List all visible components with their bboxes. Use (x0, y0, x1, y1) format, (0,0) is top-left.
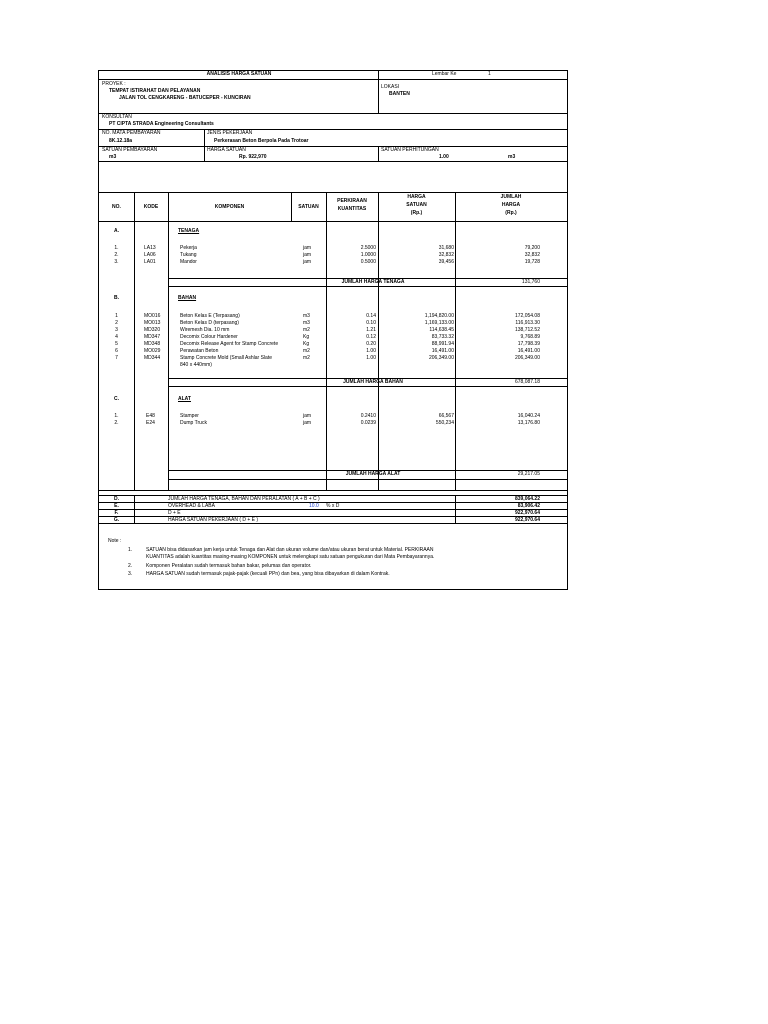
notes-title: Note : (108, 538, 122, 544)
section-title: BAHAN (178, 295, 197, 301)
row-code: E24 (146, 420, 155, 426)
summary-label: OVERHEAD & LABA (168, 503, 215, 509)
row-no: 3 (115, 327, 118, 333)
row-component: Decomix Colour Hardener (180, 334, 238, 340)
row-price: 39,456 (438, 259, 454, 265)
row-component: Perawatan Beton (180, 348, 219, 354)
divider (378, 71, 379, 113)
summary-letter: D. (114, 496, 119, 502)
row-total: 16,491.00 (517, 348, 540, 354)
work-type-label: JENIS PEKERJAAN (207, 130, 253, 136)
row-no: 2. (114, 252, 119, 258)
row-total: 16,040.24 (517, 413, 540, 419)
col-header-code: KODE (143, 204, 159, 210)
note-text: KUANTITAS adalah kuantitas masing-masing KOMPONEN untuk melengkapi satu satuan pengukuran dari Mata Pembayarannya. (146, 554, 435, 560)
section-total-value: 29,217.05 (517, 471, 540, 477)
row-unit: m2 (303, 327, 310, 333)
divider (134, 192, 135, 490)
divider (99, 146, 567, 147)
col-header-total-2: HARGA (501, 202, 521, 208)
row-unit: Kg (303, 334, 310, 340)
row-code: LA06 (144, 252, 156, 258)
row-qty: 0.14 (366, 313, 376, 319)
row-unit: jam (303, 259, 312, 265)
row-qty: 2.5000 (360, 245, 376, 251)
unit-price-label: HARGA SATUAN (207, 147, 246, 153)
row-qty: 0.5000 (360, 259, 376, 265)
row-price: 206,349.00 (428, 355, 454, 361)
summary-value: 922,970.64 (514, 517, 540, 523)
row-total: 206,349.00 (514, 355, 540, 361)
cost-analysis-sheet (98, 70, 568, 590)
row-unit: jam (303, 245, 312, 251)
divider (168, 286, 567, 287)
row-total: 116,913.30 (515, 320, 540, 326)
divider (378, 146, 379, 161)
row-no: 7 (115, 355, 118, 361)
row-total: 13,176.80 (517, 420, 540, 426)
note-text: Komponen Peralatan sudah termasuk bahan bakar, pelumas dan operator. (146, 563, 312, 569)
calc-unit-qty: 1.00 (439, 154, 449, 160)
note-text: HARGA SATUAN sudah termasuk pajak-pajak (kecuali PPn) dan bea, yang bisa dibayarkan di dalam Kontrak. (146, 571, 390, 577)
row-component: Decomix Release Agent for Stamp Concrete (180, 341, 279, 347)
divider (168, 386, 567, 387)
row-qty: 0.20 (366, 341, 376, 347)
note-text: SATUAN bisa didasarkan jam kerja untuk Tenaga dan Alat dan ukuran volume dan/atau ukuran berat untuk Material. PERKIRAAN (146, 547, 434, 553)
summary-value: 83,906.42 (517, 503, 540, 509)
divider (99, 221, 567, 222)
row-code: LA13 (144, 245, 156, 251)
col-header-price-1: HARGA (407, 194, 426, 200)
row-code: MO016 (144, 313, 161, 319)
section-letter: A. (114, 228, 119, 234)
divider (99, 161, 567, 162)
note-number: 2. (128, 563, 133, 569)
row-qty: 0.0239 (360, 420, 376, 426)
consultant-label: KONSULTAN (102, 114, 132, 120)
overhead-percent: 10.0 (309, 503, 319, 509)
col-header-total-1: JUMLAH (500, 194, 522, 200)
col-header-qty-2: KUANTITAS (337, 206, 367, 212)
row-code: MD347 (144, 334, 161, 340)
summary-label: HARGA SATUAN PEKERJAAN ( D + E ) (168, 517, 259, 523)
row-no: 5 (115, 341, 118, 347)
row-no: 2 (115, 320, 118, 326)
summary-letter: G. (113, 517, 120, 523)
divider (99, 523, 567, 524)
payment-number-value: 8K.12.18a (109, 138, 133, 144)
row-component: Mandor (180, 259, 197, 265)
location-value: BANTEN (389, 91, 410, 97)
row-code: MD344 (144, 355, 161, 361)
row-qty: 1.00 (366, 355, 376, 361)
row-total: 79,200 (524, 245, 540, 251)
row-unit: m2 (303, 355, 310, 361)
row-qty: 0.10 (366, 320, 376, 326)
row-no: 1. (114, 245, 119, 251)
row-unit: jam (303, 420, 312, 426)
row-price: 88,991.94 (431, 341, 454, 347)
divider (168, 192, 169, 490)
row-component: Beton Kelas E (Terpasang) (180, 313, 240, 319)
summary-label: D + E (168, 510, 181, 516)
section-title: ALAT (178, 396, 191, 402)
row-unit: jam (303, 252, 312, 258)
row-component: Stamp Concrete Mold (Small Ashlar Slate (180, 355, 272, 361)
divider (99, 79, 567, 80)
project-label: PROYEK : (102, 81, 126, 87)
row-unit: Kg (303, 341, 310, 347)
row-total: 138,712.52 (514, 327, 540, 333)
col-header-unit: SATUAN (298, 204, 319, 210)
row-code: MD348 (144, 341, 161, 347)
payment-unit-value: m3 (109, 154, 117, 160)
overhead-suffix: % x D (326, 503, 340, 509)
divider (99, 490, 567, 491)
row-total: 172,054.08 (514, 313, 540, 319)
row-code: MO029 (144, 348, 161, 354)
row-total: 19,728 (524, 259, 540, 265)
row-qty: 0.12 (366, 334, 376, 340)
row-price: 1,169,133.00 (424, 320, 454, 326)
section-letter: C. (114, 396, 119, 402)
sheet-title: ANALISIS HARGA SATUAN (206, 71, 272, 77)
row-qty: 1.21 (366, 327, 376, 333)
calc-unit-unit: m3 (508, 154, 516, 160)
row-component-cont: 840 x 440mm) (180, 362, 212, 368)
row-no: 1. (114, 413, 119, 419)
row-no: 4 (115, 334, 118, 340)
project-line-1: TEMPAT ISTIRAHAT DAN PELAYANAN (109, 88, 201, 94)
row-unit: m2 (303, 348, 310, 354)
row-component: Tukang (180, 252, 197, 258)
summary-letter: E. (114, 503, 119, 509)
sheet-number-value: 1 (488, 71, 491, 77)
summary-value: 839,064.22 (514, 496, 540, 502)
section-total-value: 678,087.18 (514, 379, 540, 385)
row-unit: m3 (303, 313, 310, 319)
row-price: 31,680 (438, 245, 454, 251)
row-code: LA01 (144, 259, 156, 265)
col-header-no: NO. (112, 204, 121, 210)
row-qty: 0.2410 (360, 413, 376, 419)
row-price: 1,194,820.00 (424, 313, 454, 319)
row-qty: 1.00 (366, 348, 376, 354)
row-unit: m3 (303, 320, 310, 326)
row-unit: jam (303, 413, 312, 419)
row-total: 17,798.39 (517, 341, 540, 347)
row-component: Dump Truck (180, 420, 207, 426)
summary-letter: F. (114, 510, 119, 516)
row-price: 32,832 (438, 252, 454, 258)
row-price: 16,491.00 (431, 348, 454, 354)
row-price: 83,733.32 (431, 334, 454, 340)
row-no: 6 (115, 348, 118, 354)
row-no: 3. (114, 259, 119, 265)
col-header-component: KOMPONEN (214, 204, 245, 210)
divider (204, 129, 205, 161)
section-letter: B. (114, 295, 119, 301)
calc-unit-label: SATUAN PERHITUNGAN (381, 147, 439, 153)
row-total: 9,768.89 (520, 334, 540, 340)
section-title: TENAGA (178, 228, 200, 234)
divider (99, 192, 567, 193)
col-header-total-3: (Rp.) (505, 210, 517, 216)
row-component: Wiremesh Dia. 10 mm (180, 327, 230, 333)
section-total-label: JUMLAH HARGA ALAT (345, 471, 401, 477)
col-header-price-2: SATUAN (406, 202, 427, 208)
row-component: Pekerja (180, 245, 197, 251)
payment-number-label: NO. MATA PEMBAYARAN (102, 130, 161, 136)
summary-label: JUMLAH HARGA TENAGA, BAHAN DAN PERALATAN ( A + B + C ) (168, 496, 320, 502)
work-type-value: Perkerasan Beton Berpola Pada Trotoar (214, 138, 309, 144)
summary-value: 922,970.64 (514, 510, 540, 516)
note-number: 1. (128, 547, 133, 553)
section-total-label: JUMLAH HARGA BAHAN (343, 379, 403, 385)
row-code: MD320 (144, 327, 161, 333)
location-label: LOKASI (381, 84, 400, 90)
row-code: MO013 (144, 320, 161, 326)
row-no: 2. (114, 420, 119, 426)
divider (99, 129, 567, 130)
row-price: 114,638.45 (429, 327, 454, 333)
row-total: 32,832 (524, 252, 540, 258)
project-line-2: JALAN TOL CENGKARENG - BATUCEPER - KUNCIRAN (119, 95, 251, 101)
col-header-qty-1: PERKIRAAN (337, 198, 367, 204)
unit-price-value: Rp. 922,970 (239, 154, 267, 160)
row-code: E48 (146, 413, 155, 419)
divider (99, 113, 567, 114)
section-total-value: 131,760 (521, 279, 540, 285)
consultant-value: PT CIPTA STRADA Engineering Consultants (109, 121, 214, 127)
section-total-label: JUMLAH HARGA TENAGA (341, 279, 405, 285)
payment-unit-label: SATUAN PEMBAYARAN (102, 147, 158, 153)
row-component: Beton Kelas D (terpasang) (180, 320, 239, 326)
sheet-number-label: Lembar Ke (432, 71, 457, 77)
row-component: Stamper (180, 413, 199, 419)
divider (168, 479, 567, 480)
row-price: 550,234 (435, 420, 454, 426)
note-number: 3. (128, 571, 133, 577)
row-no: 1 (115, 313, 118, 319)
col-header-price-3: (Rp.) (410, 210, 423, 216)
row-price: 66,567 (438, 413, 454, 419)
row-qty: 1.0000 (360, 252, 376, 258)
